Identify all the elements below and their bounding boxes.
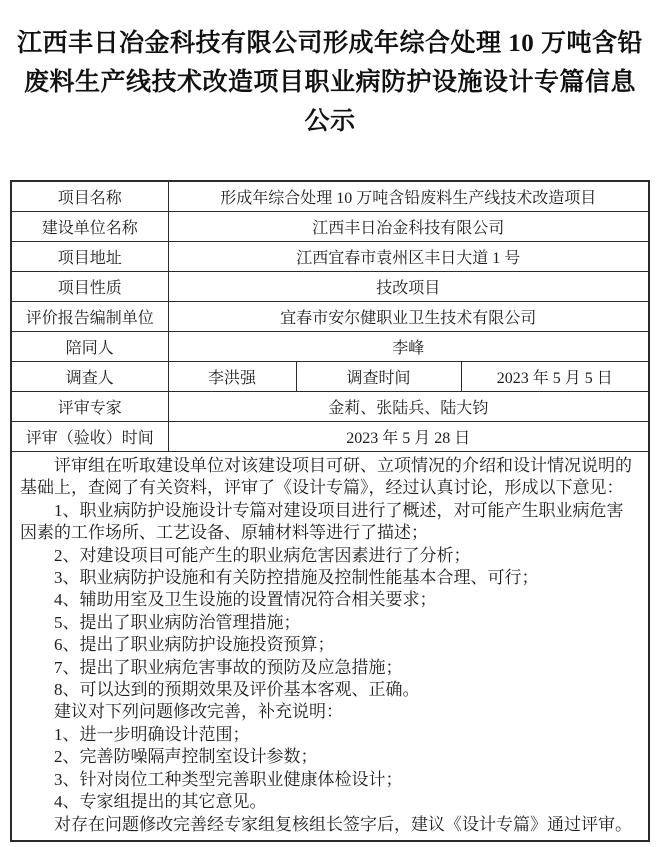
title-line-2: 废料生产线技术改造项目职业病防护设施设计专篇信息: [23, 69, 636, 96]
review-opinion-paragraph: 3、职业病防护设施和有关防控措施及控制性能基本合理、可行；: [54, 568, 539, 588]
row-label: 评价报告编制单位: [11, 302, 168, 332]
title-line-1: 江西丰日冶金科技有限公司形成年综合处理 10 万吨含铅: [16, 30, 643, 57]
review-opinion-paragraph: 3、针对岗位工种类型完善职业健康体检设计；: [54, 769, 403, 789]
info-row-project-name: [11, 181, 649, 212]
title-line-3: 公示: [304, 108, 356, 135]
info-row-accompanying-person: [11, 332, 649, 362]
row-label: 评审（验收）时间: [11, 422, 168, 452]
row-value: 金莉、张陆兵、陆大钧: [168, 392, 649, 422]
review-opinion-paragraph: 4、专家组提出的其它意见。: [54, 792, 267, 812]
review-opinion-paragraph: 8、可以达到的预期效果及评价基本客观、正确。: [54, 680, 420, 700]
info-row-project-nature: [11, 272, 649, 302]
row-label: 陪同人: [11, 332, 168, 362]
review-opinion-paragraph: 1、职业病防护设施设计专篇对建设项目进行了概述，对可能产生职业病危害因素的工作场所、工艺设备、原辅材料等进行了描述；: [20, 500, 624, 543]
project-info-table: [10, 180, 650, 842]
review-opinion-cell: [11, 452, 649, 841]
info-row-review-experts: [11, 392, 649, 422]
row-value: 江西宜春市袁州区丰日大道 1 号: [168, 242, 649, 272]
row-value: 宜春市安尔健职业卫生技术有限公司: [168, 302, 649, 332]
investigator-value: 李洪强: [168, 362, 296, 392]
review-opinion-paragraph: 评审组在听取建设单位对该建设项目可研、立项情况的介绍和设计情况说明的基础上，查阅了有关资料，评审了《设计专篇》，经过认真讨论，形成以下意见：: [20, 456, 632, 498]
review-opinion-row: [11, 452, 649, 841]
review-opinion-paragraph: 7、提出了职业病危害事故的预防及应急措施；: [54, 657, 403, 677]
row-label: 建设单位名称: [11, 212, 168, 242]
review-opinion-paragraph: 建议对下列问题修改完善，补充说明：: [54, 702, 343, 722]
review-opinion-paragraph: 2、对建设项目可能产生的职业病危害因素进行了分析；: [54, 545, 471, 565]
review-opinion-paragraph: 1、进一步明确设计范围；: [54, 724, 250, 744]
row-value: 形成年综合处理 10 万吨含铅废料生产线技术改造项目: [168, 181, 649, 212]
row-value: 技改项目: [168, 272, 649, 302]
info-row-investigator: [11, 362, 649, 392]
info-row-report-compiler: [11, 302, 649, 332]
row-label: 调查人: [11, 362, 168, 392]
review-opinion-paragraph: 4、辅助用室及卫生设施的设置情况符合相关要求；: [54, 590, 437, 610]
info-row-review-time: [11, 422, 649, 452]
review-opinion-paragraph: 6、提出了职业病防护设施投资预算；: [54, 635, 335, 655]
row-label: 项目地址: [11, 242, 168, 272]
row-label: 项目性质: [11, 272, 168, 302]
info-row-construction-unit: [11, 212, 649, 242]
survey-time-label: 调查时间: [296, 362, 461, 392]
info-row-project-address: [11, 242, 649, 272]
survey-time-value: 2023 年 5 月 5 日: [461, 362, 649, 392]
row-label: 评审专家: [11, 392, 168, 422]
document-title: [12, 24, 648, 141]
review-opinion-paragraph: 5、提出了职业病防治管理措施；: [54, 612, 301, 632]
review-opinion-paragraph: 2、完善防噪隔声控制室设计参数；: [54, 747, 318, 767]
row-value: 李峰: [168, 332, 649, 362]
row-value: 江西丰日冶金科技有限公司: [168, 212, 649, 242]
review-opinion-paragraph: 对存在问题修改完善经专家组复核组长签字后，建议《设计专篇》通过评审。: [54, 814, 632, 834]
row-value: 2023 年 5 月 28 日: [168, 422, 649, 452]
row-label: 项目名称: [11, 181, 168, 212]
